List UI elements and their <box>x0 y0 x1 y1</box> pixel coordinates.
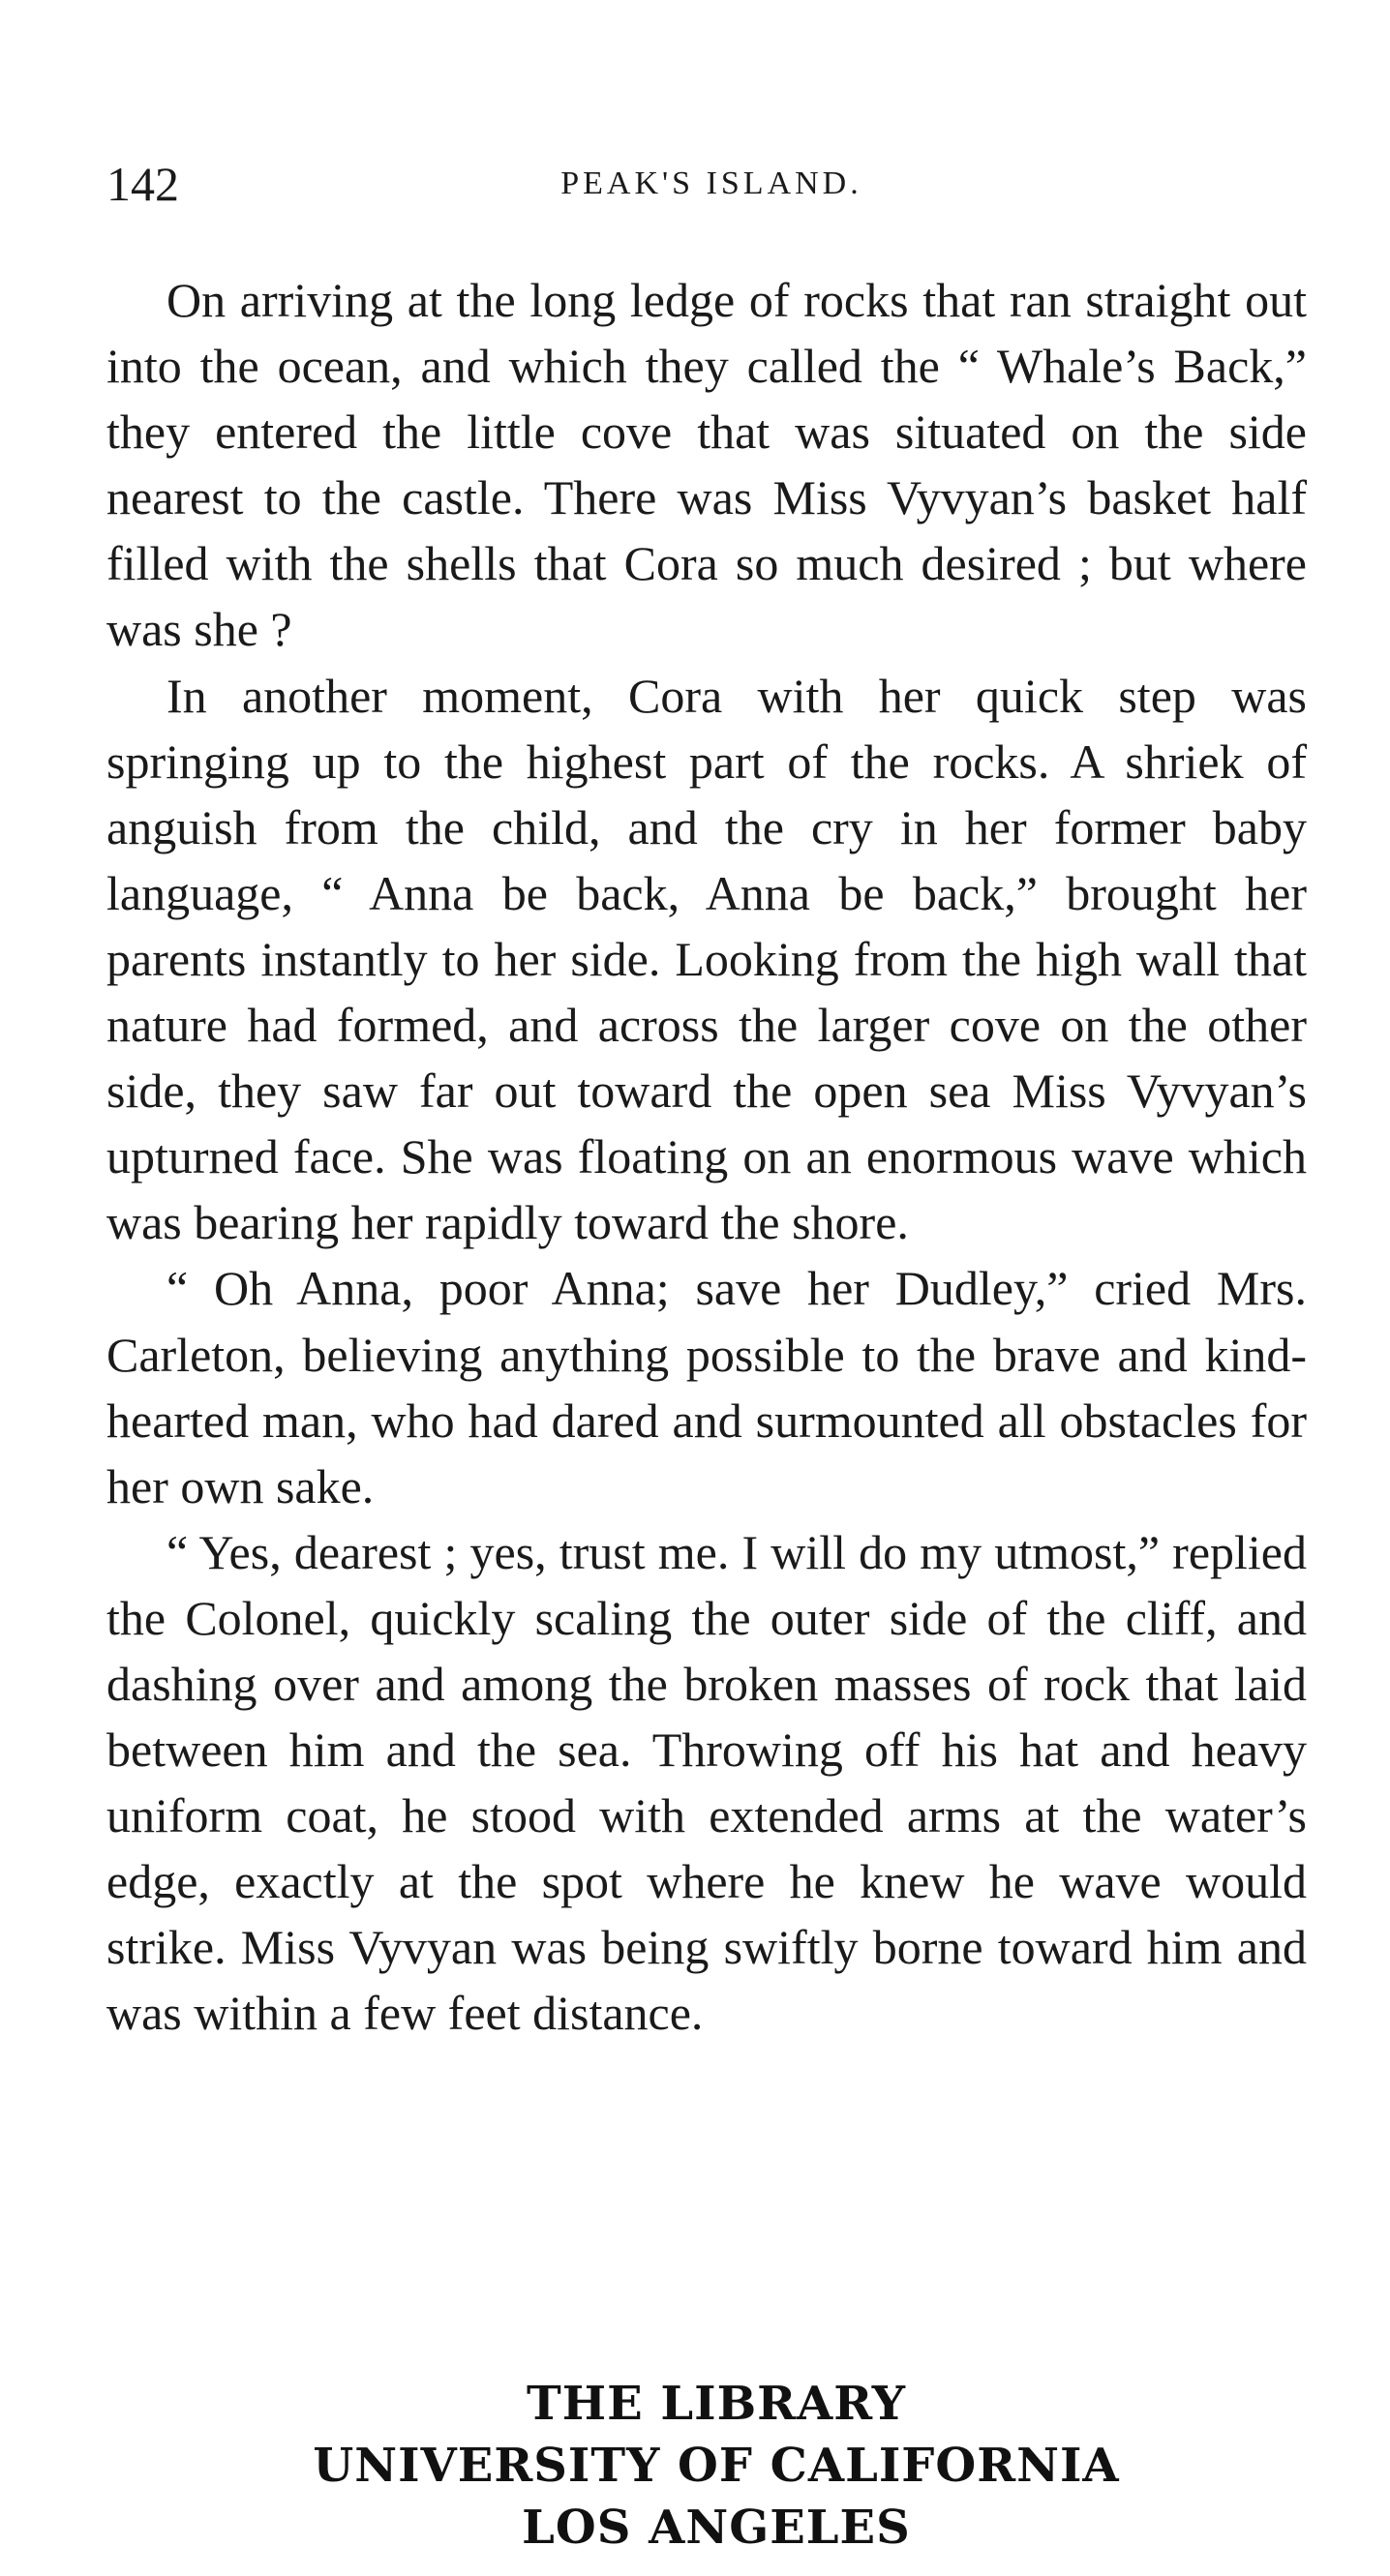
text-body <box>106 267 1307 2047</box>
page-number: 142 <box>106 157 179 211</box>
paragraph: On arriving at the long ledge of rocks that ran straight out into the ocean, and which they called the “ Whale’s Back,” they entered the little cove that was situated on the side nearest to the castle. There was Miss Vyvyan’s basket half filled with the shells that Cora so much desired ; but where was she ? <box>106 273 1307 657</box>
paragraph: “ Yes, dearest ; yes, trust me. I will do my utmost,” replied the Colonel, quickly scaling the outer side of the cliff, and dashing over and among the broken masses of rock that laid between him and the sea. Throwing off his hat and heavy uniform coat, he stood with extended arms at the water’s edge, exactly at the spot where he knew he wave would strike. Miss Vyvyan was being swiftly borne toward him and was within a few feet distance. <box>106 1524 1307 2041</box>
running-head: PEAK'S ISLAND. <box>560 165 862 201</box>
stamp-line: UNIVERSITY OF CALIFORNIA <box>313 2439 1120 2493</box>
stamp-line: THE LIBRARY <box>527 2377 906 2431</box>
paragraph: “ Oh Anna, poor Anna; save her Dudley,” cried Mrs. Carleton, believing anything possible to the brave and kind-hearted man, who had dared and surmounted all obstacles for her own sake. <box>106 1261 1307 1513</box>
page-header <box>106 155 1316 213</box>
library-stamp <box>281 2373 1152 2559</box>
stamp-line: LOS ANGELES <box>522 2501 911 2555</box>
paragraph: In another moment, Cora with her quick step was springing up to the highest part of the rocks. A shriek of anguish from the child, and the cry in her former baby language, “ Anna be back, Anna be back,” brought her parents instantly to her side. Looking from the high wall that nature had formed, and across the larger cove on the other side, they saw far out toward the open sea Miss Vyvyan’s upturned face. She was floating on an enormous wave which was bearing her rapidly toward the shore. <box>106 668 1307 1250</box>
